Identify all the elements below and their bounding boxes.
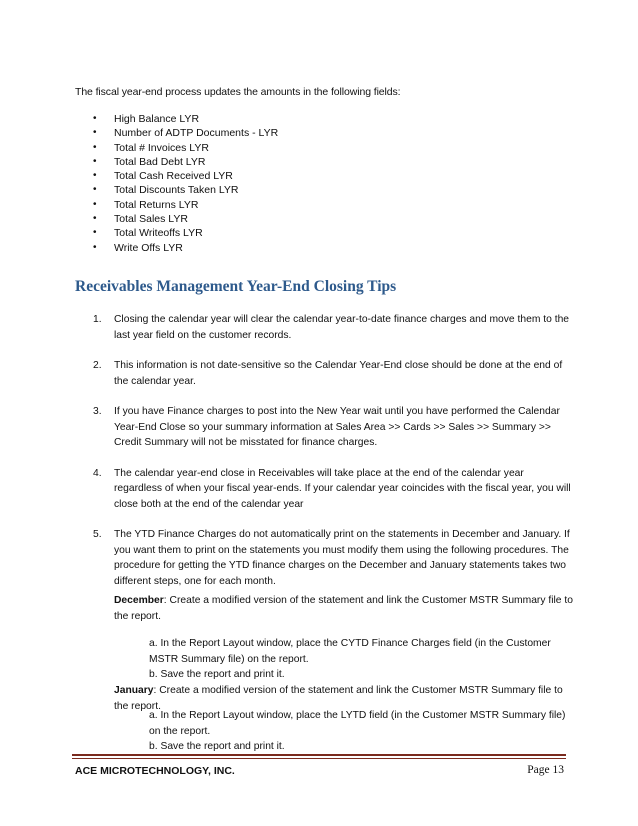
list-item: • Number of ADTP Documents - LYR (93, 127, 279, 140)
bullet-icon: • (93, 113, 97, 124)
fields-list (93, 112, 278, 255)
january-step-a: a. In the Report Layout window, place the LYTD field (in the Customer MSTR Summary file) on the report. (149, 710, 566, 737)
list-item: • Write Offs LYR (93, 241, 183, 254)
tip-text: The calendar year-end close in Receivables will take place at the end of the calendar year regardless of when your fiscal year-ends. If your calendar year coincides with the fiscal year, you will close both at the end of the calendar year (114, 467, 571, 510)
january-step-b: b. Save the report and print it. (149, 741, 285, 752)
tips-list (93, 312, 571, 604)
tip-text: This information is not date-sensitive so the Calendar Year-End close should be done at the end of the calendar year. (114, 360, 563, 387)
december-label: December (114, 595, 164, 606)
tip-item (93, 466, 571, 513)
tip-number: 1. (93, 314, 102, 325)
list-item: • Total Discounts Taken LYR (93, 184, 239, 197)
tip-item (93, 527, 571, 589)
december-instructions (114, 593, 574, 624)
list-item: • Total Returns LYR (93, 198, 199, 211)
bullet-icon: • (93, 170, 97, 182)
tip-item (93, 358, 571, 389)
section-heading: Receivables Management Year-End Closing Tips (75, 278, 397, 295)
intro-paragraph: The fiscal year-end process updates the amounts in the following fields: (75, 86, 401, 98)
footer-divider (72, 754, 566, 756)
bullet-icon: • (93, 155, 97, 167)
bullet-icon: • (93, 127, 97, 139)
bullet-icon: • (93, 184, 97, 196)
december-text: : Create a modified version of the statement and link the Customer MSTR Summary file to the report. (114, 595, 573, 622)
tip-text: The YTD Finance Charges do not automatically print on the statements in December and January. If you want them to print on the statements you must modify them using the following procedures. The procedure for getting the YTD finance charges on the December and January statements takes two different steps, one for each month. (114, 529, 570, 587)
january-text: : Create a modified version of the statement and link the Customer MSTR Summary file to the report. (114, 685, 563, 712)
tip-number: 2. (93, 360, 102, 371)
december-step-a: a. In the Report Layout window, place the CYTD Finance Charges field (in the Customer MSTR Summary file) on the report. (149, 638, 551, 665)
tip-text: If you have Finance charges to post into the New Year wait until you have performed the Calendar Year-End Close so your summary information at Sales Area >> Cards >> Sales >> Summary >> Credit Summary will not be misstated for finance charges. (114, 406, 560, 448)
bullet-icon: • (93, 227, 97, 239)
footer-divider-thin (72, 758, 566, 759)
list-item: • Total Cash Received LYR (93, 170, 233, 183)
tip-item (93, 404, 571, 451)
list-item: • Total Writeoffs LYR (93, 227, 203, 240)
bullet-icon: • (93, 141, 97, 153)
december-step-b: b. Save the report and print it. (149, 669, 285, 680)
list-item: • Total Sales LYR (93, 213, 188, 226)
list-item: • High Balance LYR (93, 113, 200, 125)
tip-item (93, 312, 571, 343)
footer-page-number: Page 13 (527, 764, 564, 776)
tip-number: 4. (93, 467, 102, 479)
list-item: • Total # Invoices LYR (93, 141, 209, 154)
bullet-icon: • (93, 198, 97, 210)
bullet-icon: • (93, 241, 97, 253)
tip-number: 3. (93, 406, 102, 417)
bullet-icon: • (93, 213, 97, 225)
tip-text: Closing the calendar year will clear the calendar year-to-date finance charges and move them to the last year field on the customer records. (114, 314, 570, 341)
tip-number: 5. (93, 529, 102, 540)
list-item: • Total Bad Debt LYR (93, 155, 206, 168)
january-label: January (114, 685, 154, 696)
footer-company: ACE MICROTECHNOLOGY, INC. (75, 765, 235, 777)
